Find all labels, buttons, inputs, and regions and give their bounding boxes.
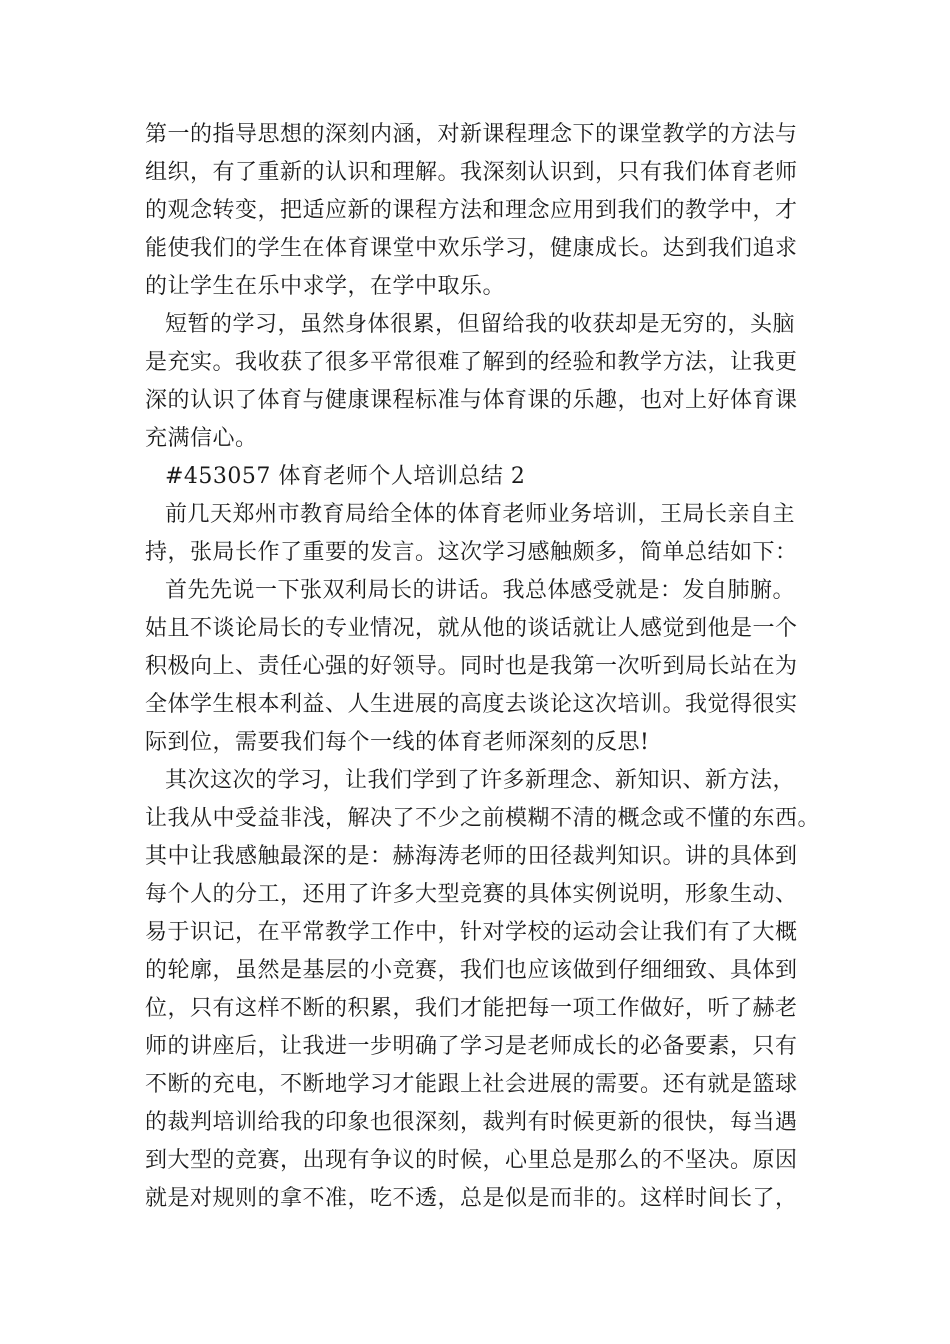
text-line: 首先先说一下张双利局长的讲话。我总体感受就是：发自肺腑。: [165, 578, 796, 603]
text-line: 到大型的竞赛，出现有争议的时候，心里总是那么的不坚决。原因: [145, 1148, 798, 1173]
text-line: 其次这次的学习，让我们学到了许多新理念、新知识、新方法，: [165, 768, 796, 793]
text-line: 能使我们的学生在体育课堂中欢乐学习，健康成长。达到我们追求: [145, 236, 798, 261]
text-line: 是充实。我收获了很多平常很难了解到的经验和教学方法，让我更: [145, 350, 798, 375]
text-line: 短暂的学习，虽然身体很累，但留给我的收获却是无穷的，头脑: [165, 312, 796, 337]
text-line: 的让学生在乐中求学，在学中取乐。: [145, 274, 506, 299]
text-line: 姑且不谈论局长的专业情况，就从他的谈话就让人感觉到他是一个: [145, 616, 798, 641]
text-line: 际到位，需要我们每个一线的体育老师深刻的反思!: [145, 730, 650, 755]
text-line: 的裁判培训给我的印象也很深刻，裁判有时候更新的很快，每当遇: [145, 1110, 798, 1135]
text-line: 其中让我感触最深的是：赫海涛老师的田径裁判知识。讲的具体到: [145, 844, 798, 869]
text-line: 深的认识了体育与健康课程标准与体育课的乐趣，也对上好体育课: [145, 388, 798, 413]
text-line: 让我从中受益非浅，解决了不少之前模糊不清的概念或不懂的东西。: [145, 806, 821, 831]
text-line: 位，只有这样不断的积累，我们才能把每一项工作做好，听了赫老: [145, 996, 798, 1021]
text-line: 组织，有了重新的认识和理解。我深刻认识到，只有我们体育老师: [145, 160, 798, 185]
text-line: 每个人的分工，还用了许多大型竞赛的具体实例说明，形象生动、: [145, 882, 798, 907]
text-line: 积极向上、责任心强的好领导。同时也是我第一次听到局长站在为: [145, 654, 798, 679]
section-heading: #453057 体育老师个人培训总结 2: [165, 464, 526, 489]
text-line: 不断的充电，不断地学习才能跟上社会进展的需要。还有就是篮球: [145, 1072, 798, 1097]
text-line: 充满信心。: [145, 426, 258, 451]
text-line: 全体学生根本利益、人生进展的高度去谈论这次培训。我觉得很实: [145, 692, 798, 717]
text-line: 持，张局长作了重要的发言。这次学习感触颇多，简单总结如下：: [145, 540, 798, 565]
text-line: 的观念转变，把适应新的课程方法和理念应用到我们的教学中，才: [145, 198, 798, 223]
text-line: 的轮廓，虽然是基层的小竞赛，我们也应该做到仔细细致、具体到: [145, 958, 798, 983]
text-line: 第一的指导思想的深刻内涵，对新课程理念下的课堂教学的方法与: [145, 122, 798, 147]
text-line: 师的讲座后，让我进一步明确了学习是老师成长的必备要素，只有: [145, 1034, 798, 1059]
text-line: 前几天郑州市教育局给全体的体育老师业务培训，王局长亲自主: [165, 502, 796, 527]
text-line: 就是对规则的拿不准，吃不透，总是似是而非的。这样时间长了，: [145, 1186, 798, 1211]
text-line: 易于识记，在平常教学工作中，针对学校的运动会让我们有了大概: [145, 920, 798, 945]
